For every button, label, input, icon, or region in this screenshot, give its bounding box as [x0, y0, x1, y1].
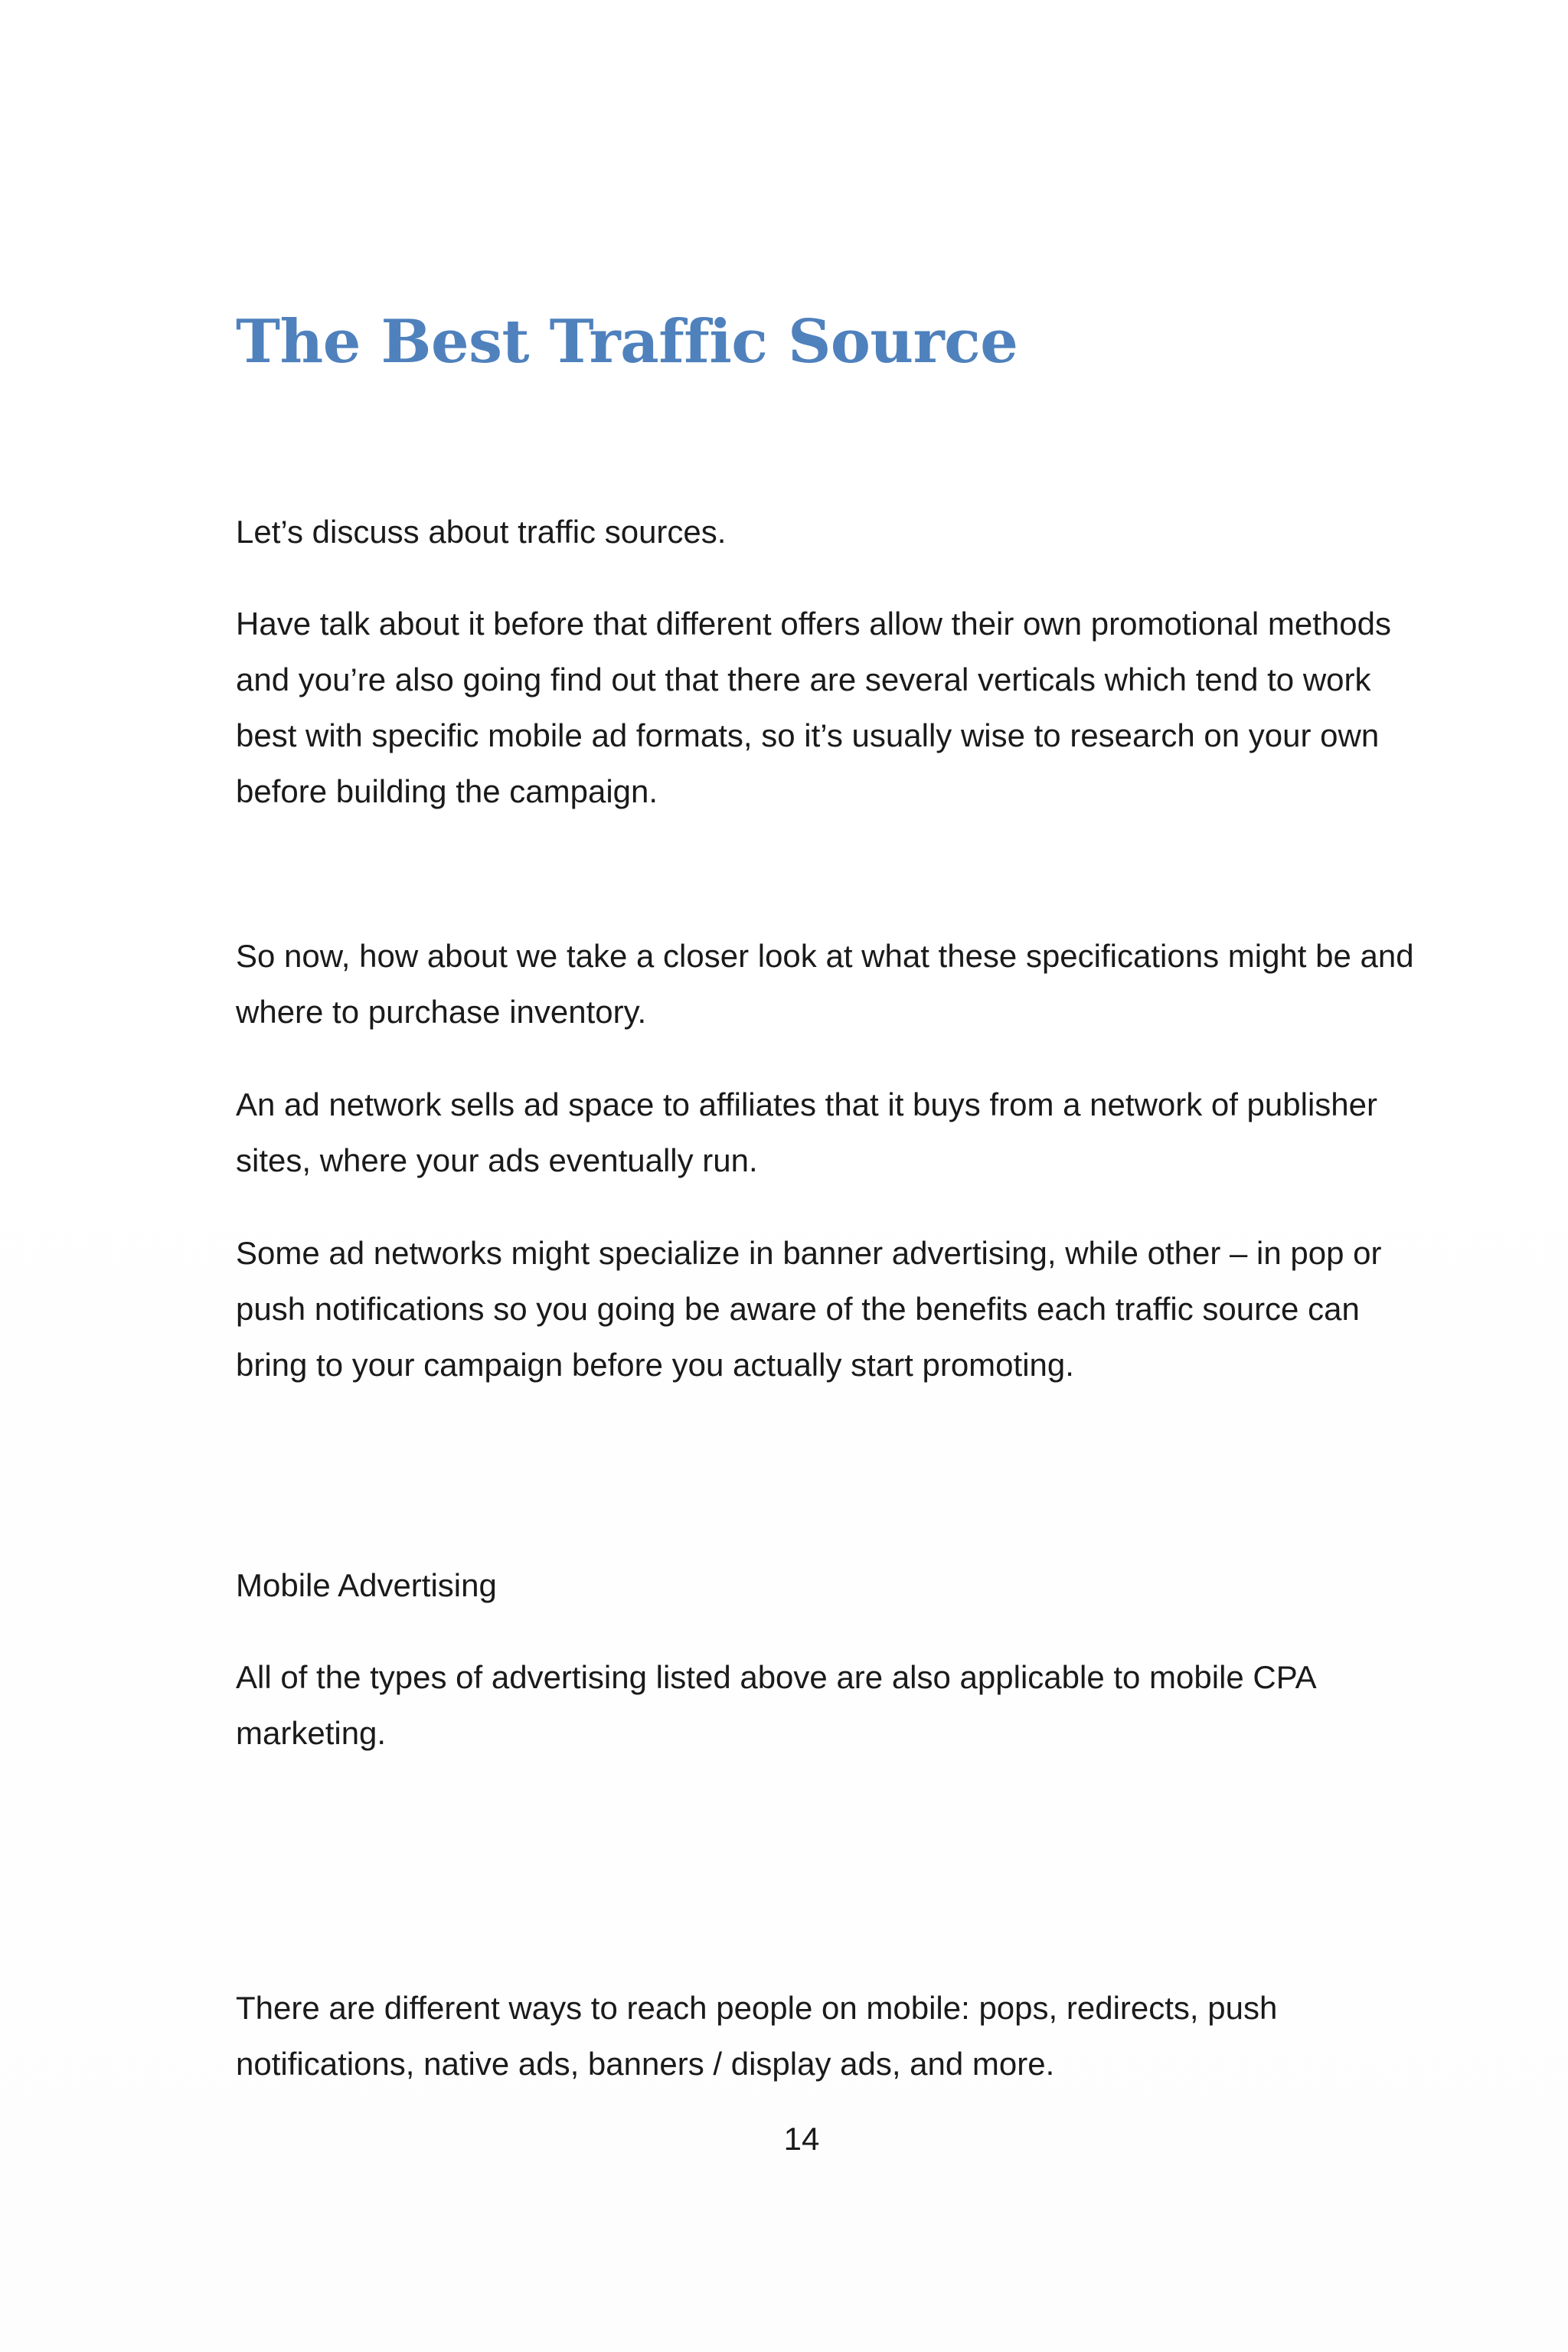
paragraph-closer-look: So now, how about we take a closer look at what these specifications might be and where to purchase inventory.: [236, 938, 1414, 1030]
section-subheading: Mobile Advertising: [236, 1567, 497, 1603]
page-title: The Best Traffic Source: [236, 307, 1018, 377]
page-content: [236, 306, 1430, 2082]
paragraph-mobile-ways: There are different ways to reach people on mobile: pops, redirects, push notifications, native ads, banners / display ads, and more.: [236, 1990, 1278, 2082]
page-number: 14: [783, 2121, 820, 2157]
paragraph-promotional-methods: Have talk about it before that different offers allow their own promotional methods and you’re also going find out that there are several verticals which tend to work best with specific mobile ad formats, so it’s usually wise to research on your own before building the campaign.: [236, 606, 1391, 809]
paragraph-ad-network: An ad network sells ad space to affiliates that it buys from a network of publisher sites, where your ads eventually run.: [236, 1086, 1377, 1178]
paragraph-specialization: Some ad networks might specialize in banner advertising, while other – in pop or push notifications so you going be aware of the benefits each traffic source can bring to your campaign before you actually start promoting.: [236, 1235, 1382, 1383]
paragraph-intro: Let’s discuss about traffic sources.: [236, 514, 727, 550]
paragraph-mobile-cpa: All of the types of advertising listed above are also applicable to mobile CPA marketing.: [236, 1659, 1315, 1751]
